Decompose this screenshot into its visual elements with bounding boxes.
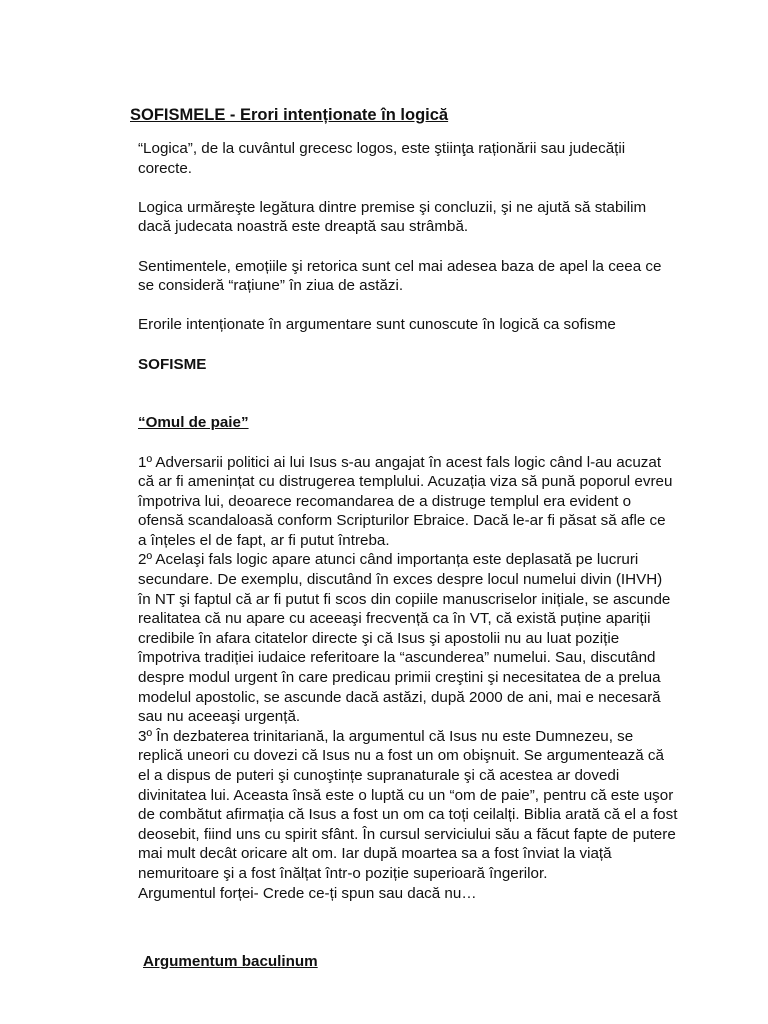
document-title: SOFISMELE - Erori intenționate în logică: [130, 106, 449, 124]
point-paragraph: 2º Acelaşi fals logic apare atunci când importanța este deplasată pe lucruri secundare. De exemplu, discutând în exces despre locul numelui divin (IHVH) în NT şi faptul că ar fi putut fi scos din copiile manuscriselor inițiale, se ascunde realitatea că nu apare cu aceeaşi frecvență ca în VT, că există puține apariții credibile în afara citatelor directe şi că Isus şi apostolii nu au luat poziție împotriva tradiției iudaice referitoare la “ascunderea” numelui. Sau, discutând despre modul urgent în care predicau primii creştini şi necesitatea de a prelua modelul apostolic, se ascunde dacă astăzi, după 2000 de ani, mai e necesară sau nu aceeaşi urgență.: [138, 551, 671, 726]
point-paragraph: 3º În dezbaterea trinitariană, la argumentul că Isus nu este Dumnezeu, se replică uneori cu dovezi că Isus nu a fost un om obişnuit. Se argumentează că el a dispus de puteri şi cunoştințe supranaturale şi că acestea ar dovedi divinitatea lui. Aceasta însă este o luptă cu un “om de paie”, pentru că este uşor de combătut afirmația că Isus a fost un om ca toți ceilalți. Biblia arată că el a fost deosebit, fiind uns cu spirit sfânt. În cursul serviciului său a făcut fapte de putere mai mult decât oricare alt om. Iar după moartea sa a fost înviat la viață nemuritoare şi a fost înălțat într-o poziție superioară îngerilor.: [138, 727, 678, 882]
intro-paragraph: Erorile intenționate în argumentare sunt cunoscute în logică ca sofisme: [138, 316, 616, 334]
intro-paragraph: Sentimentele, emoțiile şi retorica sunt cel mai adesea baza de apel la ceea ce se consideră “rațiune” în ziua de astăzi.: [138, 257, 662, 295]
point-paragraph: 1º Adversarii politici ai lui Isus s-au angajat în acest fals logic când l-au acuzat că ar fi amenințat cu distrugerea templului. Acuzația viza să pună poporul evreu împotriva lui, deoarece recomandarea de a distruge templul era evident o ofensă scandaloasă conform Scripturilor Ebraice. Dacă le-ar fi păsat să afle ce a înțeles el de fapt, ar fi putut întreba.: [138, 453, 673, 549]
closing-line: Argumentul forței- Crede ce-ți spun sau dacă nu…: [138, 884, 477, 902]
document-body: [138, 139, 678, 903]
section-heading: SOFISME: [138, 355, 207, 373]
subsection-heading: “Omul de paie”: [138, 414, 249, 432]
intro-paragraph: Logica urmăreşte legătura dintre premise şi concluzii, şi ne ajută să stabilim dacă judecata noastră este dreaptă sau strâmbă.: [138, 198, 647, 236]
bottom-heading: Argumentum baculinum: [143, 953, 318, 970]
intro-paragraph: “Logica”, de la cuvântul grecesc logos, este ştiinţa raționării sau judecății corecte.: [138, 140, 626, 177]
